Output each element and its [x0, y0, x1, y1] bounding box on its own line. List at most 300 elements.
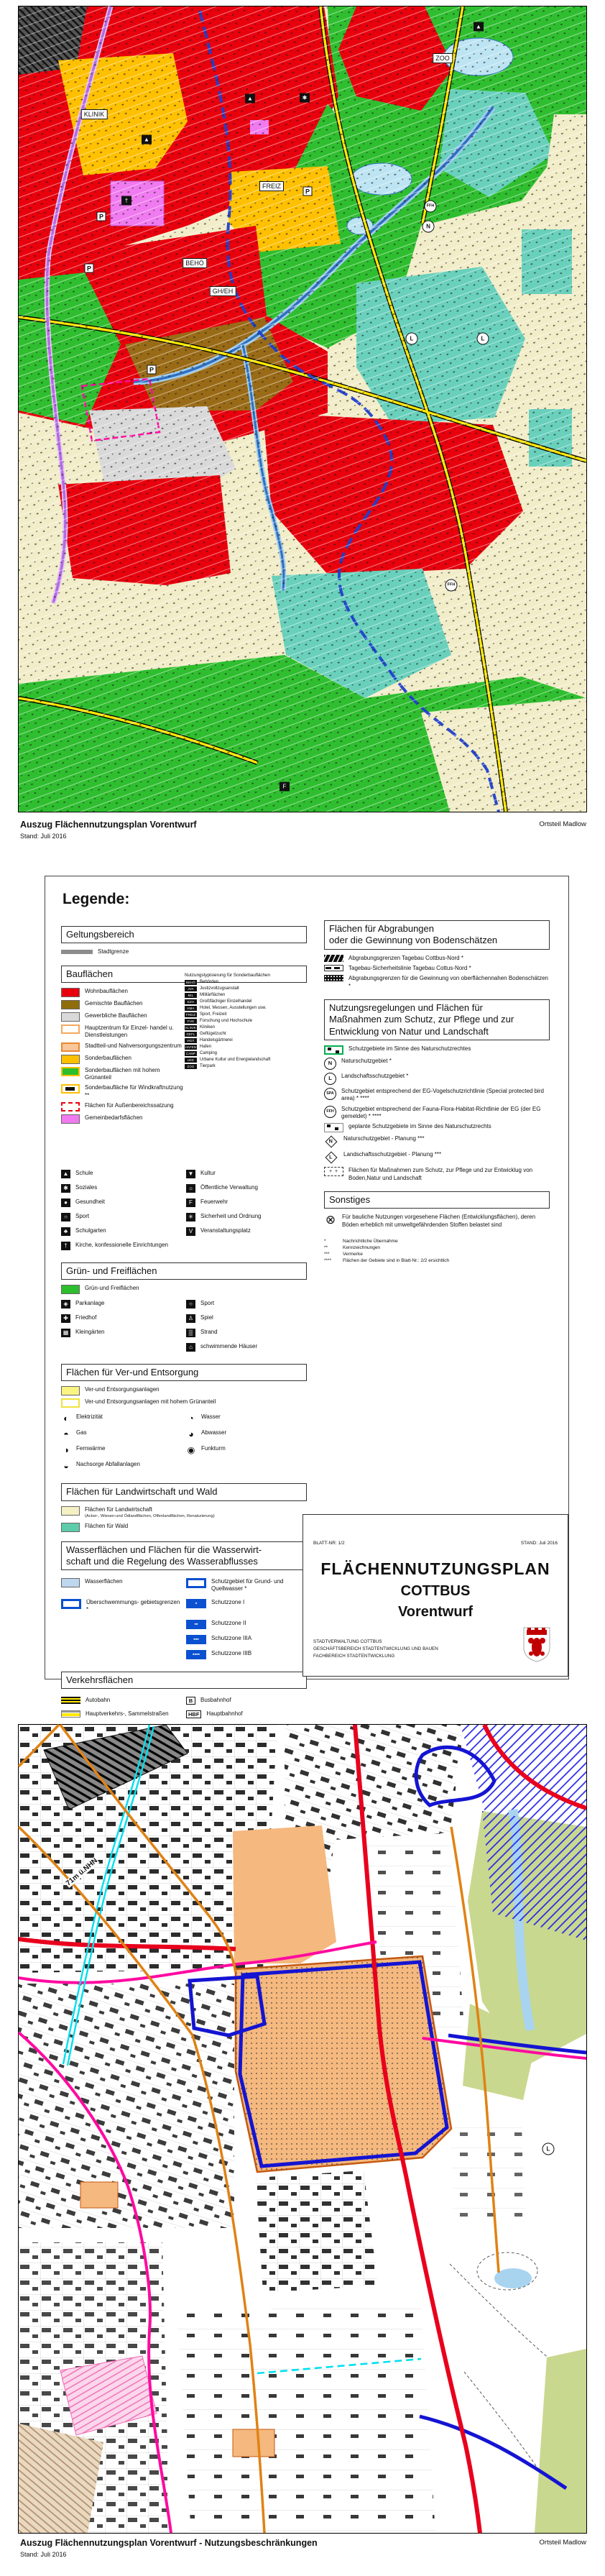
legend-footnotes [324, 1239, 550, 1263]
floating-houses-icon: ⌂ [186, 1343, 195, 1352]
sewage-icon: ◕ [188, 1429, 194, 1440]
footnote-text: Nachrichtliche Übernahme [343, 1239, 398, 1245]
sonderbau-code-row [185, 1058, 307, 1063]
legend-section-title-line: Nutzungsregelungen und Flächen für [329, 1002, 483, 1014]
org-line: FACHBEREICH STADTENTWICKLUNG [313, 1653, 395, 1659]
legend-section-title [324, 999, 550, 1040]
legend-item [324, 1123, 550, 1132]
footnote [324, 1245, 550, 1250]
landscape-reserve-planned-icon [325, 1152, 338, 1164]
legend-column-right [324, 911, 550, 1268]
legend-item-label: Friedhof [75, 1314, 97, 1321]
footnote-text: Flächen der Gebiete sind in Blatt-Nr.: 2/2 ersichtlich [343, 1258, 450, 1264]
code-label: Forschung und Hochschule [200, 1018, 253, 1023]
footnote-mark: *** [324, 1252, 330, 1257]
school-garden-icon: ♣ [61, 1227, 70, 1236]
legend-item [186, 1635, 307, 1644]
legend-section-title [61, 1364, 307, 1381]
code-chip: MIL [185, 993, 197, 998]
legend-swatch [186, 1578, 206, 1588]
legend-items [324, 1045, 550, 1182]
legend-item-label: Öffentliche Verwaltung [200, 1183, 258, 1191]
legend-section-title-line: Flächen für Abgrabungen [329, 923, 434, 934]
footnote [324, 1252, 550, 1257]
legend-item [186, 1227, 307, 1236]
district-heating-icon: ◑ [63, 1445, 69, 1456]
legend-section-abgrab [324, 920, 550, 990]
legend-swatch [61, 1055, 80, 1064]
legend-item-label: Grün-und Freiflächen [85, 1285, 139, 1292]
code-label: Hotel, Messen, Ausstellungen usw. [200, 1005, 267, 1010]
legend-item-label: Wasser [201, 1413, 221, 1421]
legend-item [186, 1184, 307, 1193]
legend-item-label: Stadtteil-und Nahversorgungszentrum [85, 1042, 182, 1049]
legend-item [61, 1055, 183, 1064]
legend-item [61, 1599, 182, 1614]
legend-item-label: Gemischte Bauflächen [85, 999, 143, 1007]
legend-item [61, 1506, 307, 1520]
sport-icon: ○ [61, 1213, 70, 1221]
legend-item-label: Strand [200, 1329, 218, 1336]
legend-item-label: Autobahn [86, 1696, 111, 1703]
legend-section-title-line: Geltungsbereich [66, 929, 134, 940]
legend-icon-grid [61, 1411, 307, 1474]
plan-stage: Vorentwurf [397, 1604, 474, 1620]
sonderbau-code-row [185, 1032, 307, 1037]
legend-item-label: Schulgarten [75, 1227, 106, 1234]
legend-section-title-line: Entwicklung von Natur und Landschaft [329, 1025, 489, 1037]
title-block [302, 1514, 568, 1677]
legend-item [61, 988, 183, 997]
legend-swatch [61, 1114, 80, 1124]
legend-item-label: Kirche, konfessionelle Einrichtungen [75, 1241, 168, 1248]
sonderbau-typisierung [185, 973, 307, 1071]
code-chip: GEFL [185, 1032, 197, 1037]
behoe-label: BEHÖ [183, 258, 207, 268]
legend-item [324, 1214, 550, 1229]
main-station-icon: HBF [186, 1710, 201, 1718]
legend-item-label: Kultur [200, 1169, 216, 1176]
code-label: Urbane Kultur und Energielandschaft [200, 1057, 271, 1062]
legend-item [324, 1073, 550, 1085]
legend-section-title-line: Flächen für Landwirtschaft und Wald [66, 1486, 218, 1498]
freiz-label: FREIZ [259, 181, 284, 191]
legend-section-verent [61, 1364, 307, 1474]
legend-item [61, 1012, 183, 1022]
legend-item-label: Schutzgebiet entsprechend der EG-Vogelschutzrichtlinie (Special protected bird area) * **** [341, 1087, 544, 1102]
code-chip: JVA [185, 986, 197, 991]
legend-item [61, 1067, 183, 1082]
legend-item-label: Naturschutzgebiet - Planung *** [343, 1135, 425, 1142]
footnote-mark: **** [324, 1258, 332, 1264]
legend-item-label: Abgrabungsgrenzen Tagebau Cottbus-Nord * [348, 954, 463, 961]
health-icon: ● [61, 1198, 70, 1207]
legend-item-label: Sonderbaufläche für Windkraftnutzung ** [85, 1084, 183, 1099]
legend-item-label: Feuerwehr [200, 1198, 228, 1205]
legend-swatch [61, 1042, 80, 1052]
map2-title: Auszug Flächennutzungsplan Vorentwurf - Nutzungsbeschränkungen [20, 2538, 318, 2548]
legend-section-title [61, 1262, 307, 1280]
legend-swatch [61, 1386, 80, 1395]
l-badge: L [406, 333, 418, 345]
map1-ortsteil: Ortsteil Madlow [539, 820, 586, 828]
spacer [61, 1617, 182, 1632]
radio-tower-icon: ◉ [187, 1445, 195, 1456]
code-chip: HGÄ [185, 1038, 197, 1043]
legend-item-label: Stadtgrenze [98, 948, 129, 955]
legend-item [186, 1620, 307, 1629]
legend-swatch: ▪▪▪ [186, 1635, 206, 1644]
legend-item [61, 1198, 182, 1207]
legend-items [61, 1386, 307, 1408]
legend-item [61, 1710, 182, 1718]
sonderbau-code-row [185, 1025, 307, 1030]
legend-icon-grid [61, 1167, 307, 1253]
legend-item-label: Schutzgebiete im Sinne des Naturschutzrechtes [348, 1045, 471, 1052]
legend-section-title [61, 1541, 307, 1571]
legend-item-label: Hauptverkehrs-, Sammelstraßen [86, 1710, 169, 1717]
map2-stand: Stand: Juli 2016 [20, 2551, 67, 2558]
legend-swatch [61, 1578, 80, 1587]
legend-section-title-line: Verkehrsflächen [66, 1674, 134, 1685]
legend-item [61, 1578, 182, 1593]
diamond-letter: L [329, 1155, 333, 1161]
legend-item [61, 1042, 183, 1052]
cemetery-icon: ✚ [61, 1314, 70, 1323]
nature-reserve-icon: N [324, 1058, 336, 1070]
legend-item [61, 1445, 182, 1455]
elevation-label: 71m ü.NHN [65, 1856, 99, 1888]
legend-item [324, 975, 550, 990]
legend-item [61, 948, 307, 955]
legend-item [186, 1413, 307, 1424]
bus-station-icon: B [186, 1697, 195, 1705]
code-chip: ZOO [185, 1064, 197, 1069]
legend-item [61, 1114, 183, 1124]
legend-item-label: Gewerbliche Bauflächen [85, 1012, 147, 1019]
legend-items [324, 1214, 550, 1229]
legend-section-wasser [61, 1541, 307, 1662]
legend-item [61, 1000, 183, 1009]
waste-aftercare-icon: ◒ [63, 1461, 69, 1472]
legend-item [61, 1314, 182, 1323]
legend-item-label: Veranstaltungsplatz [200, 1227, 251, 1234]
sonderbau-code-row [185, 1045, 307, 1050]
legend-swatch [61, 1067, 80, 1076]
parking-icon: P [85, 264, 94, 273]
legend-item [324, 1135, 550, 1148]
code-chip: EZH [185, 999, 197, 1004]
legend-swatch [61, 1523, 80, 1532]
legend-item-label: Hauptzentrum für Einzel- handel u. Dienstleistungen [85, 1024, 174, 1039]
code-label: Kliniken [200, 1025, 216, 1030]
code-label: Behörden [200, 979, 219, 984]
legend-item-label: Abgrabungsgrenzen für die Gewinnung von oberflächennahen Bodenschätzen * [348, 975, 548, 989]
legend-items [61, 948, 307, 955]
church-icon: † [121, 196, 131, 206]
klinik-label: KLINIK [81, 109, 108, 119]
legend-swatch [324, 965, 343, 971]
sonderbau-code-row [185, 1012, 307, 1017]
legend-item [61, 1285, 307, 1294]
legend-item-label: Für bauliche Nutzungen vorgesehene Flächen (Entwicklungsflächen), deren Böden erheblich mit umweltgefährdenden Stoffen belastet sind [342, 1214, 536, 1228]
fnp-map [18, 6, 587, 812]
legend-items [61, 1506, 307, 1532]
legend-item-label: Busbahnhof [200, 1696, 231, 1703]
school-icon: ▲ [61, 1170, 70, 1178]
legend-item-label: Spiel [200, 1314, 213, 1321]
legend-item-label: Landschaftsschutzgebiet * [341, 1072, 409, 1079]
school-icon: ▲ [474, 22, 484, 32]
code-label: Tierpark [200, 1063, 216, 1068]
legend-swatch [61, 1697, 80, 1704]
legend-item-label: Flächen für Landwirtschaft (Acker-, Wiesen-und Ödlandflächen, Offenlandflächen, Renaturierung) [85, 1505, 215, 1519]
ffh-icon: FFH [324, 1106, 336, 1118]
legend-item [186, 1697, 307, 1705]
legend-item [61, 1697, 182, 1705]
legend-item-subtext: (Acker-, Wiesen-und Ödlandflächen, Offenlandflächen, Renaturierung) [85, 1514, 215, 1519]
legend-item-label: Schule [75, 1169, 93, 1176]
legend-swatch [61, 1398, 80, 1408]
spa-icon: SPA [324, 1088, 336, 1100]
legend-section-title-line: Wasserflächen und Flächen für die Wasserwirt- [66, 1544, 262, 1555]
legend-item-label: Sport [75, 1212, 90, 1219]
map2-ortsteil: Ortsteil Madlow [539, 2539, 586, 2547]
legend-item [186, 1213, 307, 1221]
legend-item-label: Schutzgebiet entsprechend der Fauna-Flora-Habitat-Richtlinie der EG (der EG gemeldet) * **** [341, 1105, 541, 1119]
restrictions-map [18, 1724, 587, 2534]
legend-item [61, 1386, 307, 1395]
footnote-text: Kennzeichnungen [343, 1245, 381, 1251]
code-label: Camping [200, 1050, 218, 1055]
legend-item [61, 1329, 182, 1337]
footnote-mark: ** [324, 1245, 328, 1251]
legend-item [61, 1025, 183, 1040]
sonderbau-typisierung-title: Nutzungstypisierung für Sonderbauflächen [185, 972, 271, 978]
spacer [61, 1647, 182, 1662]
sonderbau-code-row [185, 1038, 307, 1043]
legend-swatch [61, 1102, 80, 1111]
ffh-badge: FFH [425, 201, 437, 213]
legend-section-geltung [61, 926, 307, 956]
spacer [61, 1340, 182, 1355]
legend-item-label: Schutzzone IIIA [211, 1634, 252, 1641]
legend-item-label: Ver-und Entsorgungsanlagen [85, 1386, 160, 1393]
legend-swatch [61, 950, 93, 954]
sonderbau-code-row [185, 1064, 307, 1069]
social-icon: ✱ [300, 93, 310, 103]
legend-item [61, 1102, 183, 1111]
gas-icon: ◓ [63, 1429, 69, 1440]
legend-swatch [61, 988, 80, 997]
legend-item-label: Tagebau-Sicherheitslinie Tagebau Cottus-Nord * [348, 964, 471, 971]
legend-item-label: Soziales [75, 1183, 98, 1191]
legend-item [61, 1523, 307, 1532]
legend-section-title-line: Sonstiges [329, 1194, 371, 1206]
parking-icon: P [303, 187, 313, 196]
legend-item-label: Fernwärme [76, 1445, 106, 1452]
sonderbau-code-row [185, 980, 307, 985]
gheh-label: GH/EH [210, 286, 236, 296]
legend-items [61, 1285, 307, 1294]
legend-item [324, 1106, 550, 1121]
diamond-letter: N [328, 1140, 333, 1145]
legend-swatch [324, 955, 343, 962]
sonderbau-code-row [185, 986, 307, 991]
legend-item-label: Landschaftsschutzgebiet - Planung *** [343, 1151, 442, 1158]
legend-item [186, 1599, 307, 1614]
landscape-reserve-icon: L [324, 1073, 336, 1085]
legend-item-label: Gas [76, 1429, 87, 1436]
legend-item [186, 1650, 307, 1659]
legend-item [324, 1058, 550, 1070]
legend-swatch [61, 1025, 80, 1034]
code-chip: FHS [185, 1019, 197, 1024]
legend-swatch [324, 1123, 343, 1132]
church-icon: † [61, 1242, 70, 1250]
spacer [186, 1458, 307, 1474]
legend-section-title [324, 1191, 550, 1209]
event-area-icon: V [186, 1227, 195, 1236]
n-badge: N [422, 221, 435, 233]
legend-item [186, 1329, 307, 1337]
safety-icon: ✳ [186, 1213, 195, 1221]
code-chip: UKE [185, 1058, 197, 1063]
school-icon: ▲ [142, 135, 152, 145]
legend-section-title-line: Flächen für Ver-und Entsorgung [66, 1367, 199, 1378]
legend-item [61, 1170, 182, 1178]
legend-item-label: Kleingärten [75, 1329, 105, 1336]
fnp-map-graphic [19, 6, 586, 812]
legend-item [61, 1213, 182, 1221]
sonderbau-code-row [185, 999, 307, 1004]
legend-swatch [61, 1599, 81, 1609]
code-label: Großflächiger Einzelhandel [200, 999, 252, 1004]
legend-item-label: geplante Schutzgebiete im Sinne des Naturschutzrechts [348, 1123, 491, 1130]
plan-city: COTTBUS [400, 1583, 471, 1599]
code-label: Sport, Freizeit [200, 1012, 227, 1017]
play-icon: ♙ [186, 1314, 195, 1323]
water-supply-icon: ◔ [188, 1413, 194, 1424]
legend-item [324, 965, 550, 972]
legend-swatch: ▪▪▪▪ [186, 1650, 206, 1659]
fire-brigade-icon: F [186, 1198, 195, 1207]
sheet-number: BLATT-NR: 1/2 [313, 1541, 345, 1546]
legend-item [61, 1300, 182, 1308]
code-chip: CAMP [185, 1051, 196, 1055]
legend-item-label: Flächen für Wald [85, 1522, 129, 1529]
legend-item-label: Hauptbahnhof [206, 1710, 243, 1717]
legend-item [324, 1151, 550, 1164]
legend-item-label: Schutzgebiet für Grund- und Quellwasser * [211, 1578, 284, 1592]
map1-stand: Stand: Juli 2016 [20, 833, 67, 840]
legend-section-natur [324, 999, 550, 1182]
spacer [186, 1239, 307, 1253]
legend-icon-grid [61, 1297, 307, 1355]
legend-item [186, 1314, 307, 1323]
legend-icon-grid [61, 1575, 307, 1662]
legend-section-title-line: Maßnahmen zum Schutz, zur Pflege und zur [329, 1014, 514, 1025]
legend-item-label: Sicherheit und Ordnung [200, 1212, 262, 1219]
social-icon: ✱ [61, 1184, 70, 1193]
legend-item [186, 1170, 307, 1178]
legend-item-label: Elektrizität [76, 1413, 103, 1421]
legend-item-label: Funkturm [201, 1445, 226, 1452]
legend-item-label: Wasserflächen [85, 1578, 123, 1585]
electricity-icon: ◐ [63, 1413, 69, 1424]
legend-swatch: + + [324, 1167, 343, 1176]
parking-icon: P [147, 365, 157, 375]
legend-item-label: Abwasser [201, 1429, 227, 1436]
legend-item [186, 1429, 307, 1439]
legend-section-title [61, 926, 307, 943]
plan-title: FLÄCHENNUTZUNGSPLAN [320, 1559, 550, 1578]
legend-section-title-line: Bauflächen [66, 968, 114, 979]
legend-item [61, 1184, 182, 1193]
sonderbau-code-row [185, 1019, 307, 1024]
sonderbau-code-row [185, 993, 307, 998]
legend-column-left [61, 917, 307, 1826]
code-label: Militärflächen [200, 992, 226, 997]
parking-icon: P [97, 212, 106, 221]
legend-item [186, 1710, 307, 1718]
footnote-mark: * [324, 1239, 326, 1245]
legend-swatch: ▪ [186, 1599, 206, 1608]
footnote [324, 1258, 550, 1263]
code-label: Justizvollzugsanstalt [200, 986, 239, 991]
legend-section-title [324, 920, 550, 950]
legend-item-label: Sonderbauflächen [85, 1054, 131, 1061]
spacer [61, 1632, 182, 1647]
legend-item [324, 955, 550, 962]
legend-item [61, 1242, 182, 1250]
legend-item-label: Naturschutzgebiet * [341, 1057, 392, 1064]
legend-item-label: Nachsorge Abfallanlagen [76, 1461, 140, 1468]
code-chip: HAFEN [185, 1045, 197, 1049]
legend-item-label: Wohnbauflächen [85, 987, 128, 994]
legend-item [61, 1227, 182, 1236]
legend-swatch [61, 1710, 80, 1718]
legend-section-title [61, 1672, 307, 1689]
legend-item [61, 1398, 307, 1408]
legend-item [61, 1461, 182, 1471]
culture-icon: ▼ [186, 1170, 195, 1178]
legend-section-title-line: oder die Gewinnung von Bodenschätzen [329, 935, 498, 946]
legend-section-title-line: schaft und die Regelung des Wasserabflusses [66, 1555, 258, 1567]
legend-item [186, 1198, 307, 1207]
nature-reserve-planned-icon [325, 1136, 338, 1148]
title-block-stand: STAND: Juli 2016 [520, 1541, 558, 1546]
legend-items [324, 955, 550, 991]
legend-item [61, 1413, 182, 1424]
beach-icon: ▒ [186, 1329, 195, 1337]
legend-swatch [61, 1506, 80, 1516]
code-label: Handelsgärtnerei [200, 1037, 233, 1042]
code-chip: BEHÖ [185, 980, 197, 985]
legend-item [324, 1167, 550, 1182]
fire-brigade-icon: F [280, 782, 290, 792]
legend-items [61, 988, 183, 1164]
legend-item-label: Parkanlage [75, 1300, 105, 1307]
school-icon: ▲ [245, 94, 255, 104]
legend-item-label: Gesundheit [75, 1198, 105, 1205]
legend-heading: Legende: [63, 891, 130, 907]
legend-swatch [61, 1012, 80, 1022]
sonderbau-code-row [185, 1006, 307, 1011]
code-chip: KLINIK [185, 1025, 196, 1030]
l-badge: L [542, 2143, 555, 2155]
legend-swatch [61, 1285, 80, 1294]
